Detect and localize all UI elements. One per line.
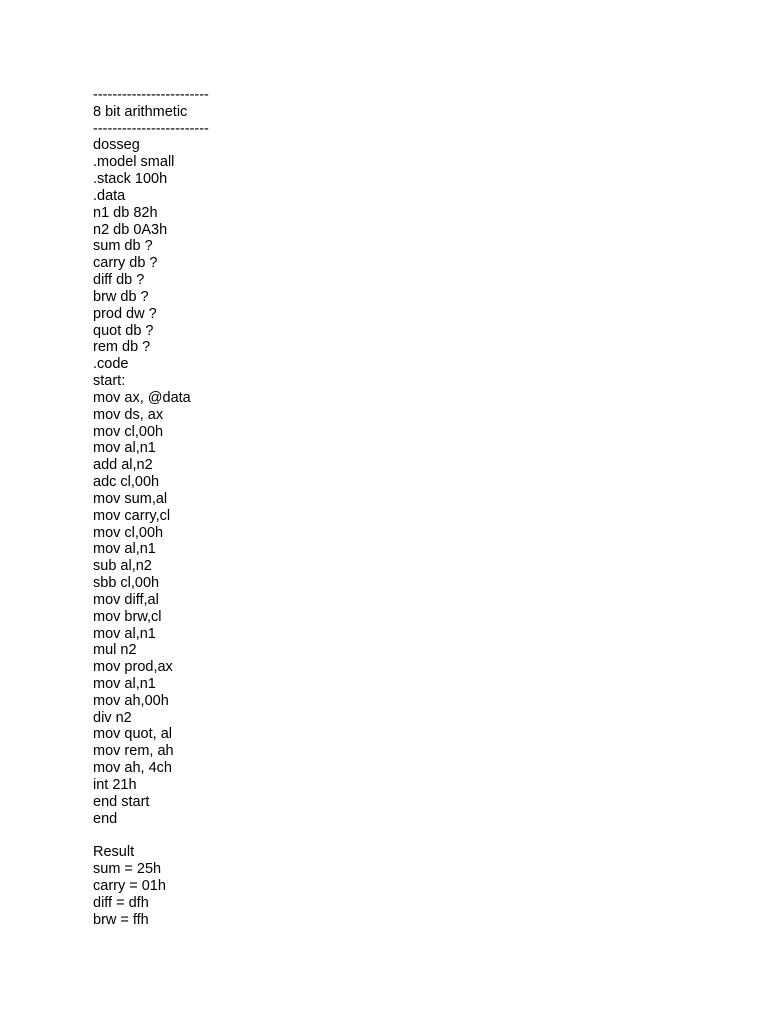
code-line: adc cl,00h (93, 474, 160, 491)
code-line: mov ds, ax (93, 406, 164, 423)
code-line: sum db ? (93, 238, 153, 255)
result-heading: Result (93, 844, 135, 861)
code-line: n1 db 82h (93, 204, 158, 221)
result-line: sum = 25h (93, 861, 162, 878)
code-line: diff db ? (93, 272, 145, 289)
result-section (93, 844, 733, 928)
code-line: mov carry,cl (93, 507, 171, 524)
document-title: 8 bit arithmetic (93, 103, 188, 120)
code-line: mov diff,al (93, 591, 159, 608)
code-line: brw db ? (93, 288, 149, 305)
code-line: mov al,n1 (93, 440, 156, 457)
code-line: mov quot, al (93, 726, 172, 743)
code-line: .stack 100h (93, 171, 168, 188)
code-line: dosseg (93, 137, 140, 154)
code-line: sub al,n2 (93, 558, 152, 575)
code-line: mov al,n1 (93, 625, 156, 642)
header-rule-top: ------------------------ (93, 87, 209, 103)
code-line: mov ax, @data (93, 389, 191, 406)
code-line: .model small (93, 154, 175, 171)
code-line: start: (93, 373, 126, 390)
code-line: mov ah, 4ch (93, 760, 172, 777)
code-line: end start (93, 793, 150, 810)
code-line: prod dw ? (93, 305, 157, 322)
code-line: add al,n2 (93, 457, 153, 474)
code-line: end (93, 810, 118, 827)
code-line: mov cl,00h (93, 423, 164, 440)
code-line: .code (93, 356, 129, 373)
code-line: mul n2 (93, 642, 137, 659)
header-rule-bottom: ------------------------ (93, 120, 209, 137)
code-line: carry db ? (93, 255, 158, 272)
code-line: mov ah,00h (93, 692, 169, 709)
code-line: quot db ? (93, 322, 154, 339)
code-listing (93, 137, 733, 827)
code-line: .data (93, 187, 126, 204)
result-line: diff = dfh (93, 894, 149, 911)
code-line: mov sum,al (93, 490, 168, 507)
document-page (93, 87, 733, 928)
code-line: mov brw,cl (93, 608, 162, 625)
code-line: mov prod,ax (93, 659, 173, 676)
code-line: mov al,n1 (93, 541, 156, 558)
code-line: sbb cl,00h (93, 575, 160, 592)
code-line: mov al,n1 (93, 675, 156, 692)
code-line: int 21h (93, 776, 137, 793)
code-line: rem db ? (93, 339, 151, 356)
result-line: brw = ffh (93, 911, 149, 928)
result-line: carry = 01h (93, 877, 166, 894)
blank-line (93, 827, 733, 844)
code-line: mov cl,00h (93, 524, 164, 541)
code-line: mov rem, ah (93, 743, 174, 760)
code-line: n2 db 0A3h (93, 221, 168, 238)
code-line: div n2 (93, 709, 132, 726)
